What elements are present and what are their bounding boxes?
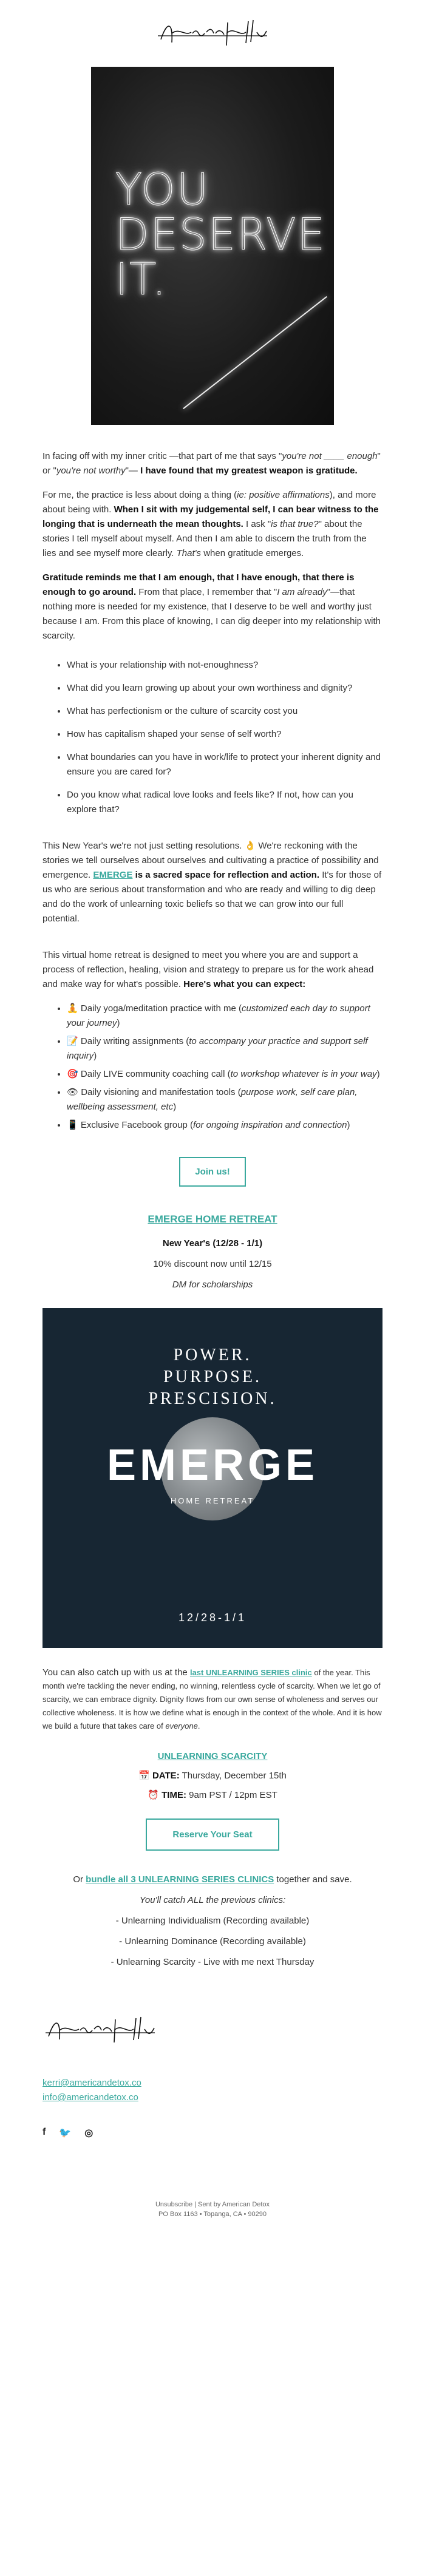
intro-paragraph-3: Gratitude reminds me that I am enough, that I have enough, that there is enough to go around. From that place, I remember that "I am already"—that nothing more is needed for my existence, that I deserve to be well and worthy just because I am. From this place of knowing, I can dig deeper into my relationship with scarcity. <box>42 572 381 641</box>
neon-sign-text <box>115 164 326 305</box>
twitter-icon[interactable]: 🐦 <box>59 2128 72 2138</box>
scarcity-info <box>0 1751 425 1851</box>
email-link-info[interactable]: info@americandetox.co <box>42 2092 138 2103</box>
reserve-seat-button[interactable]: Reserve Your Seat <box>146 1818 279 1851</box>
join-us-button[interactable]: Join us! <box>179 1157 246 1187</box>
scarcity-time: ⏰ TIME: 9am PST / 12pm EST <box>148 1790 277 1800</box>
new-year-paragraph: This New Year's we're not just setting resolutions. 👌 We're reckoning with the stories we tell ourselves about ourselves and cultivating a practice of possibility and emergence. EMERGE is a sacred space for reflection and action. It's for those of us who are serious about transformation and who are ready and willing to dig deep and do the work of unlearning toxic beliefs so that we can grow into our full potential. <box>42 841 382 924</box>
signature-logo-bottom <box>42 2012 158 2049</box>
retreat-dates: New Year's (12/28 - 1/1) <box>162 1238 263 1249</box>
neon-line-3: IT. <box>115 254 168 305</box>
neon-line-1: YOU <box>115 164 210 215</box>
banner-dates: 12/28-1/1 <box>178 1612 247 1624</box>
unlearning-paragraph: You can also catch up with us at the last UNLEARNING SERIES clinic of the year. This month we're tackling the never ending, no winning, relentless cycle of scarcity. When we let go of scarcity, we can embrace dignity. Dignity flows from our own sense of wholeness and serves our collective wholeness. It is how we define what is enough in the context of the whole. And it is how we build a future that takes care of everyone. <box>42 1667 382 1730</box>
list-item: - Unlearning Dominance (Recording available) <box>119 1936 306 1947</box>
retreat-discount: 10% discount now until 12/15 <box>153 1259 272 1269</box>
yoga-icon: 🧘 <box>67 1003 78 1014</box>
bundle-catch-text: You'll catch ALL the previous clinics: <box>139 1895 286 1905</box>
banner-title: EMERGE <box>106 1441 319 1490</box>
calendar-icon: 📅 <box>138 1771 150 1781</box>
signature-footer <box>0 2012 425 2052</box>
signature-header <box>0 0 425 67</box>
intro-paragraph-1: In facing off with my inner critic —that part of me that says "you're not ____ enough" or "you're not worthy"— I have found that my greatest weapon is gratitude. <box>42 451 381 476</box>
instagram-icon[interactable]: ◎ <box>84 2128 93 2138</box>
list-item: • What boundaries can you have in work/life to protect your inherent dignity and ensure you are cared for? <box>67 750 382 779</box>
neon-line-2: DESERVE <box>115 209 326 260</box>
list-item: - Unlearning Scarcity - Live with me next Thursday <box>110 1957 314 1967</box>
list-item: - Unlearning Individualism (Recording available) <box>115 1916 310 1926</box>
writing-icon: 📝 <box>67 1036 78 1046</box>
unsubscribe-line[interactable]: Unsubscribe | Sent by American Detox <box>155 2201 270 2208</box>
list-item: • 👁 Daily visioning and manifestation tools (purpose work, self care plan, wellbeing assessment, etc) <box>67 1085 382 1114</box>
intro-section <box>0 425 425 1133</box>
emerge-banner-image <box>42 1308 382 1648</box>
features-list <box>42 1002 382 1133</box>
retreat-scholarship: DM for scholarships <box>172 1280 253 1290</box>
scarcity-title-link[interactable]: UNLEARNING SCARCITY <box>157 1751 268 1761</box>
address-line: PO Box 1163 • Topanga, CA • 90290 <box>158 2211 267 2218</box>
bundle-section: Or bundle all 3 UNLEARNING SERIES CLINICS together and save. You'll catch ALL the previous clinics: - Unlearning Individualism (Recording available) - Unlearning Dominance (Recording available) - Unlearning Scarcity - Live with me next Thursday <box>0 1873 425 1970</box>
phone-icon: 📱 <box>67 1120 78 1130</box>
list-item: • What has perfectionism or the culture of scarcity cost you <box>67 704 382 719</box>
banner-tagline: POWER. PURPOSE. PRESCISION. <box>148 1346 277 1408</box>
email-link-kerri[interactable]: kerri@americandetox.co <box>42 2078 141 2088</box>
email-footer <box>0 2200 425 2219</box>
unlearning-clinic-link[interactable]: last UNLEARNING SERIES clinic <box>189 1668 312 1677</box>
list-item: • What is your relationship with not-enoughness? <box>67 658 382 673</box>
bundle-link[interactable]: bundle all 3 UNLEARNING SERIES CLINICS <box>86 1874 274 1885</box>
join-button-row <box>0 1157 425 1187</box>
banner-subtitle: HOME RETREAT <box>170 1496 255 1505</box>
list-item: • 🎯 Daily LIVE community coaching call (to workshop whatever is in your way) <box>67 1067 382 1082</box>
intro-paragraph-2: For me, the practice is less about doing a thing (ie: positive affirmations), and more about being with. When I sit with my judgemental self, I can bear witness to the longing that is underneath the mean thoughts. I ask "is that true?" about the stories I tell myself about myself. And then I am able to discern the truth from the lies and see myself more clearly. That's when gratitude emerges. <box>42 490 379 558</box>
retreat-paragraph: This virtual home retreat is designed to meet you where you are and support a process of reflection, healing, vision and strategy to prepare us for the work ahead and make way for what's possible. Here's what you can expect: <box>42 950 374 989</box>
scarcity-date: 📅 DATE: Thursday, December 15th <box>138 1771 287 1781</box>
emerge-link[interactable]: EMERGE <box>93 870 133 880</box>
target-icon: 🎯 <box>67 1069 78 1079</box>
signature-logo <box>155 15 270 52</box>
hero-image-you-deserve-it <box>91 67 334 425</box>
list-item: • 📝 Daily writing assignments (to accompany your practice and support self inquiry) <box>67 1034 382 1063</box>
list-item: • What did you learn growing up about your own worthiness and dignity? <box>67 681 382 696</box>
retreat-info <box>0 1213 425 1292</box>
list-item: • 📱 Exclusive Facebook group (for ongoing inspiration and connection) <box>67 1118 382 1133</box>
list-item: • 🧘 Daily yoga/meditation practice with me (customized each day to support your journey) <box>67 1002 382 1031</box>
list-item: • Do you know what radical love looks and feels like? If not, how can you explore that? <box>67 788 382 817</box>
retreat-title-link[interactable]: EMERGE HOME RETREAT <box>148 1213 277 1225</box>
eye-icon: 👁 <box>67 1087 79 1097</box>
list-item: • How has capitalism shaped your sense of self worth? <box>67 727 382 742</box>
contact-links <box>0 2076 425 2105</box>
facebook-icon[interactable]: f <box>42 2127 46 2137</box>
reflection-questions-list <box>42 658 382 817</box>
alarm-clock-icon: ⏰ <box>148 1790 159 1800</box>
social-links <box>0 2127 425 2139</box>
unlearning-section <box>0 1666 425 1733</box>
